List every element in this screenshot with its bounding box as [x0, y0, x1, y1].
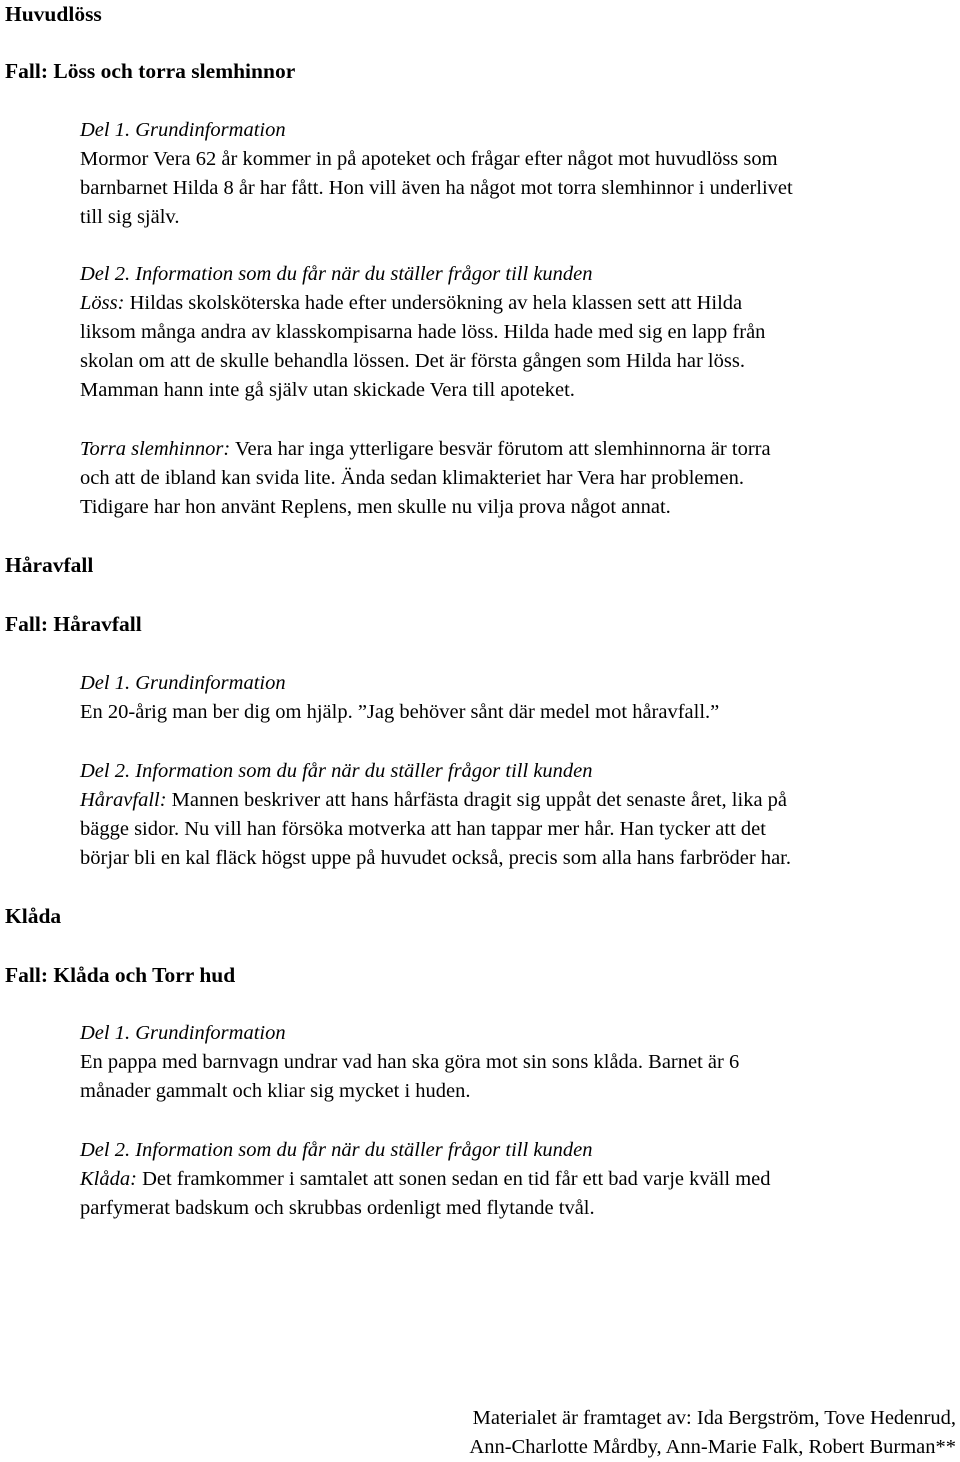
paragraph-label: Torra slemhinnor: [80, 438, 231, 460]
paragraph-first-line [80, 1165, 771, 1194]
part-number: Del 1. [80, 119, 131, 141]
paragraph-label: Håravfall: [80, 789, 167, 811]
case-title: Fall: Löss och torra slemhinnor [5, 59, 296, 83]
paragraph-label: Klåda: [80, 1168, 137, 1190]
part1-heading [80, 1019, 286, 1048]
paragraph-text: Mannen beskriver att hans hårfästa dragit sig uppåt det senaste året, lika på [166, 789, 788, 811]
text-line: till sig själv. [80, 206, 180, 228]
part2-heading [80, 757, 593, 786]
text-line: skolan om att de skulle behandla lössen. Det är första gången som Hilda har löss. [80, 350, 745, 372]
footer-credits-line1: Materialet är framtaget av: Ida Bergström, Tove Hedenrud, [472, 1407, 956, 1429]
part-title: Information som du får när du ställer frågor till kunden [135, 1139, 593, 1161]
paragraph-first-line [80, 786, 787, 815]
text-line: parfymerat badskum och skrubbas ordenligt med flytande tvål. [80, 1197, 595, 1219]
text-line: månader gammalt och kliar sig mycket i huden. [80, 1080, 471, 1102]
paragraph-text: Hildas skolsköterska hade efter undersökning av hela klassen sett att Hilda [124, 292, 743, 314]
text-line: Mormor Vera 62 år kommer in på apoteket och frågar efter något mot huvudlöss som [80, 148, 778, 170]
case-title: Fall: Klåda och Torr hud [5, 963, 236, 987]
part2-heading [80, 260, 593, 289]
part-title: Grundinformation [135, 119, 286, 141]
paragraph-first-line [80, 435, 771, 464]
part-number: Del 2. [80, 263, 131, 285]
text-line: börjar bli en kal fläck högst uppe på huvudet också, precis som alla hans farbröder har. [80, 847, 792, 869]
text-line: Tidigare har hon använt Replens, men skulle nu vilja prova något annat. [80, 496, 671, 518]
case-title: Fall: Håravfall [5, 612, 142, 636]
part-title: Information som du får när du ställer frågor till kunden [135, 760, 593, 782]
paragraph-first-line [80, 289, 742, 318]
part-number: Del 2. [80, 760, 131, 782]
part1-heading [80, 116, 286, 145]
text-line: Mamman hann inte gå själv utan skickade Vera till apoteket. [80, 379, 575, 401]
paragraph-text: Det framkommer i samtalet att sonen sedan en tid får ett bad varje kväll med [136, 1168, 771, 1190]
text-line: liksom många andra av klasskompisarna hade löss. Hilda hade med sig en lapp från [80, 321, 766, 343]
part-title: Grundinformation [135, 1022, 286, 1044]
part-number: Del 2. [80, 1139, 131, 1161]
section-heading: Huvudlöss [5, 2, 102, 26]
part-title: Information som du får när du ställer frågor till kunden [135, 263, 593, 285]
part-number: Del 1. [80, 672, 131, 694]
paragraph-text: Vera har inga ytterligare besvär förutom att slemhinnorna är torra [230, 438, 771, 460]
text-line: En 20-årig man ber dig om hjälp. ”Jag behöver sånt där medel mot håravfall.” [80, 701, 720, 723]
footer-credits-line2: Ann-Charlotte Mårdby, Ann-Marie Falk, Robert Burman** [469, 1436, 956, 1458]
text-line: En pappa med barnvagn undrar vad han ska göra mot sin sons klåda. Barnet är 6 [80, 1051, 740, 1073]
part2-heading [80, 1136, 593, 1165]
text-line: och att de ibland kan svida lite. Ända sedan klimakteriet har Vera har problemen. [80, 467, 744, 489]
text-line: bägge sidor. Nu vill han försöka motverka att han tappar mer hår. Han tycker att det [80, 818, 766, 840]
section-heading: Håravfall [5, 553, 94, 577]
part1-heading [80, 669, 286, 698]
section-heading: Klåda [5, 904, 62, 928]
part-number: Del 1. [80, 1022, 131, 1044]
text-line: barnbarnet Hilda 8 år har fått. Hon vill även ha något mot torra slemhinnor i underlivet [80, 177, 793, 199]
paragraph-label: Löss: [80, 292, 125, 314]
part-title: Grundinformation [135, 672, 286, 694]
